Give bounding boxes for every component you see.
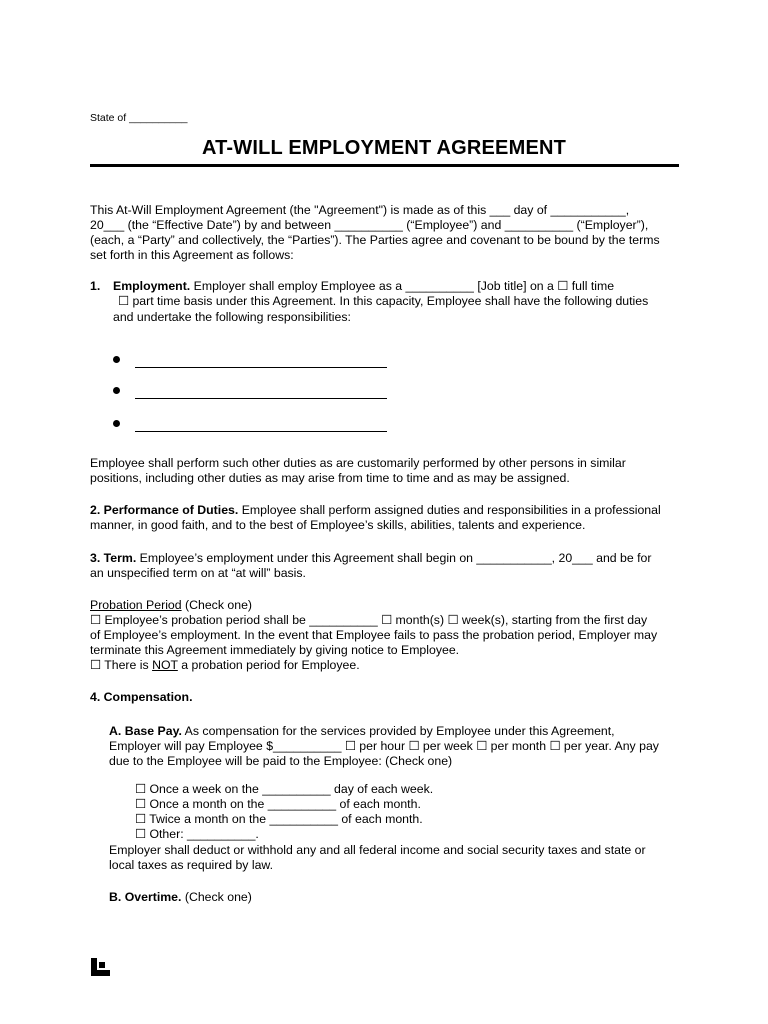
- legal-templates-logo-icon: [91, 958, 111, 976]
- section-3-line-2: an unspecified term on at “at will” basis.: [90, 566, 306, 580]
- probation-line-3: terminate this Agreement immediately by giving notice to Employee.: [90, 643, 460, 657]
- pay-option-monthly: ☐ Once a month on the __________ of each month.: [135, 797, 421, 811]
- probation-not: NOT: [152, 658, 178, 672]
- probation-heading-note: (Check one): [181, 598, 253, 612]
- pay-option-other: ☐ Other: __________.: [135, 827, 259, 841]
- base-pay-line-1: [109, 724, 615, 739]
- intro-line-2: 20___ (the “Effective Date”) by and between __________ (“Employee”) and __________ (“Employer”),: [90, 218, 649, 232]
- overtime-line: [109, 890, 252, 905]
- state-of-line: State of __________: [90, 112, 188, 124]
- title-divider: [90, 164, 679, 167]
- other-duties-line-1: Employee shall perform such other duties as are customarily performed by other persons in similar: [90, 456, 626, 470]
- bullet-dot-icon: [113, 420, 120, 427]
- pay-option-weekly: ☐ Once a week on the __________ day of each week.: [135, 782, 434, 796]
- section-1-number: 1.: [90, 279, 101, 293]
- section-1-line-1-text: Employer shall employ Employee as a __________ [Job title] on a ☐ full time: [190, 279, 615, 293]
- base-pay-line-2: Employer will pay Employee $__________ ☐ per hour ☐ per week ☐ per month ☐ per year. Any pay: [109, 739, 659, 753]
- blank-line: [135, 398, 387, 399]
- bullet-dot-icon: [113, 356, 120, 363]
- blank-line: [135, 431, 387, 432]
- document-title: AT-WILL EMPLOYMENT AGREEMENT: [201, 137, 567, 159]
- section-1-heading: Employment.: [113, 279, 191, 293]
- bullet-dot-icon: [113, 387, 120, 394]
- overtime-heading: B. Overtime.: [109, 890, 182, 904]
- section-1-line-2: ☐ part time basis under this Agreement. In this capacity, Employee shall have the following duties: [118, 294, 649, 308]
- intro-line-4: set forth in this Agreement as follows:: [90, 248, 294, 262]
- section-3-heading: 3. Term.: [90, 551, 137, 565]
- section-2-heading: 2. Performance of Duties.: [90, 503, 239, 517]
- probation-line-4-pre: ☐ There is: [90, 658, 153, 672]
- section-3-line-1-text: Employee’s employment under this Agreement shall begin on ___________, 20___ and be for: [136, 551, 652, 565]
- probation-line-2: of Employee’s employment. In the event that Employee fails to pass the probation period, Employer may: [90, 628, 658, 642]
- section-3-line-1: [90, 551, 651, 566]
- section-4-heading: 4. Compensation.: [90, 690, 193, 704]
- intro-line-1: This At-Will Employment Agreement (the "Agreement") is made as of this ___ day of ___________,: [90, 203, 630, 217]
- deduct-line-2: local taxes as required by law.: [109, 858, 274, 872]
- section-2-line-1-text: Employee shall perform assigned duties and responsibilities in a professional: [238, 503, 661, 517]
- section-2-line-1: [90, 503, 661, 518]
- other-duties-line-2: positions, including other duties as may arise from time to time and as may be assigned.: [90, 471, 570, 485]
- base-pay-line-1-text: As compensation for the services provided by Employee under this Agreement,: [181, 724, 615, 738]
- section-2-line-2: manner, in good faith, and to the best of Employee’s skills, abilities, talents and experience.: [90, 518, 586, 532]
- blank-line: [135, 367, 387, 368]
- probation-heading: Probation Period: [90, 598, 182, 612]
- base-pay-line-3: due to the Employee will be paid to the Employee: (Check one): [109, 754, 453, 768]
- probation-line-4: [90, 658, 360, 673]
- section-1-line-3: and undertake the following responsibilities:: [113, 310, 351, 324]
- base-pay-heading: A. Base Pay.: [109, 724, 182, 738]
- probation-line-1: ☐ Employee’s probation period shall be __________ ☐ month(s) ☐ week(s), starting from the first day: [90, 613, 648, 627]
- intro-line-3: (each, a “Party” and collectively, the “Parties”). The Parties agree and covenant to be bound by the terms: [90, 233, 660, 247]
- probation-line-4-post: a probation period for Employee.: [177, 658, 360, 672]
- pay-option-twice-monthly: ☐ Twice a month on the __________ of each month.: [135, 812, 423, 826]
- probation-heading-line: [90, 598, 252, 613]
- deduct-line-1: Employer shall deduct or withhold any and all federal income and social security taxes and state or: [109, 843, 646, 857]
- section-1-line-1: [113, 279, 614, 294]
- overtime-note: (Check one): [181, 890, 252, 904]
